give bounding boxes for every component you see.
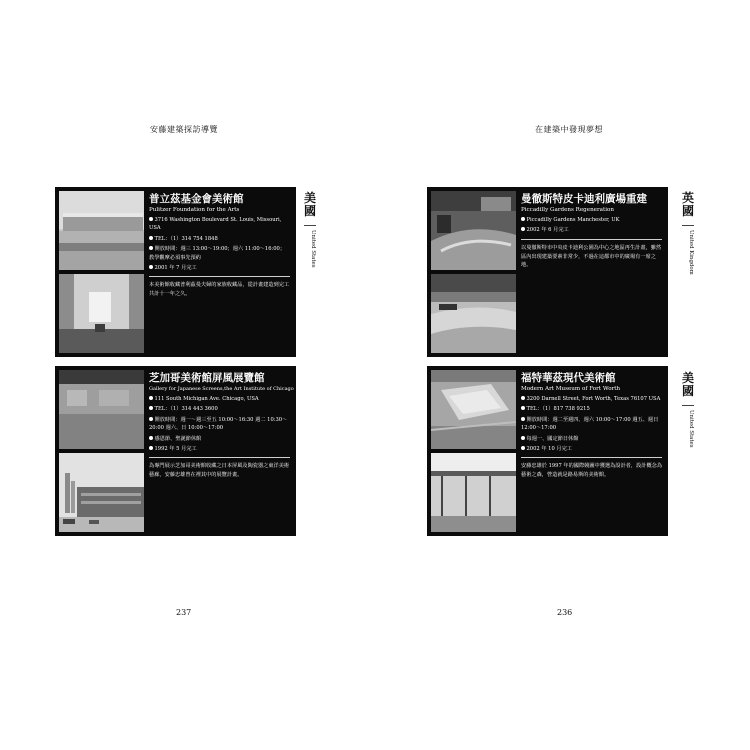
- card-title-zh: 福特華茲現代美術館: [521, 372, 616, 384]
- card-detail: TEL：（1）314 443 3600: [149, 405, 290, 413]
- country-label-en: United States: [310, 230, 316, 268]
- divider: [149, 457, 290, 458]
- card-description: 以曼徹斯特市中央皮卡迪利公園為中心之地區再生計畫，雖然區內出現建築要素非常少，不過在這都市中的廣場有一席之地。: [521, 244, 662, 269]
- card-title-zh: 曼徹斯特皮卡迪利廣場重建: [521, 193, 647, 205]
- running-head-left: 安藤建築探訪導覽: [150, 125, 218, 134]
- country-label-zh: 美 國: [303, 191, 316, 218]
- country-divider: [682, 405, 694, 406]
- card-detail: TEL：（1）817 738 9215: [521, 405, 662, 413]
- card-description: 本美術館收藏普利茲曼夫婦的家族收藏品，從計畫建造到完工共計十一年之久。: [149, 282, 290, 298]
- card-title-zh: 普立茲基金會美術館: [149, 193, 244, 205]
- bullet-icon: [149, 217, 153, 221]
- card-description: 安藤忠雄於 1997 年的國際競圖中獲選為設計者，設計概念為藝術之森，營造就是路易斯的美術館。: [521, 463, 663, 479]
- card-detail: 每週一、國定節日休館: [521, 435, 662, 443]
- card-title-zh: 芝加哥美術館屏風展覽館: [149, 372, 265, 384]
- photo-chicago-exterior: [59, 453, 144, 532]
- photo-piccadilly-plaza: [431, 274, 516, 353]
- divider: [149, 276, 290, 277]
- card-detail: 111 South Michigan Ave. Chicago, USA: [149, 395, 290, 403]
- card-fort-worth: [427, 366, 668, 536]
- bullet-icon: [521, 406, 525, 410]
- card-detail: TEL：（1）314 754 1848: [149, 235, 290, 243]
- card-pulitzer: [55, 187, 296, 357]
- bullet-icon: [521, 417, 525, 421]
- card-title-en: Piccadilly Gardens Regeneration: [521, 207, 615, 213]
- card-title-en: Modern Art Museum of Fort Worth: [521, 386, 621, 392]
- card-detail: Piccadilly Gardens Manchester, UK: [521, 216, 662, 224]
- card-piccadilly: [427, 187, 668, 357]
- bullet-icon: [149, 446, 153, 450]
- running-head-right: 在建築中發現夢想: [535, 125, 603, 134]
- card-title-en: Pulitzer Foundation for the Arts: [149, 207, 240, 213]
- card-detail: 3716 Washington Boulevard St. Louis, Missouri, USA: [149, 217, 282, 232]
- card-detail: 1992 年 5 月完工: [149, 445, 290, 453]
- bullet-icon: [521, 227, 525, 231]
- photo-chicago-gallery: [59, 370, 144, 449]
- bullet-icon: [521, 396, 525, 400]
- card-detail: 感恩節、聖誕節休館: [149, 435, 290, 443]
- card-detail: 開放時間：週一～週三至五 10:00～16:30 週二 10:30～20:00 週六、日 10:00～17:00: [149, 416, 288, 432]
- divider: [521, 239, 662, 240]
- country-label-zh: 英 國: [681, 191, 694, 218]
- bullet-icon: [149, 406, 153, 410]
- photo-fort-worth-aerial: [431, 370, 516, 449]
- country-label-en: United Kingdom: [688, 230, 694, 275]
- divider: [521, 457, 662, 458]
- page-number-left: 237: [176, 608, 192, 617]
- photo-fort-worth-facade: [431, 453, 516, 532]
- photo-pulitzer-exterior: [59, 191, 144, 270]
- page-number-right: 236: [557, 608, 573, 617]
- bullet-icon: [149, 236, 153, 240]
- card-chicago: [55, 366, 296, 536]
- country-label-en: United States: [688, 410, 694, 448]
- right-page: [375, 0, 750, 750]
- bullet-icon: [149, 265, 153, 269]
- card-detail: 2002 年 10 月完工: [521, 445, 662, 453]
- card-detail: 開放時間：週二至週四、週六 10:00～17:00 週五、週日 12:00～17:00: [521, 416, 659, 432]
- bullet-icon: [521, 446, 525, 450]
- card-piccadilly-info: [521, 193, 662, 270]
- card-detail: 3200 Darnell Street, Fort Worth, Texas 76107 USA: [521, 395, 662, 403]
- card-description: 為專門展示芝加哥美術館收藏之日本屏風及陶瓷器之東洋美術藝廊，安藤忠雄曾在裡其中的展覽計畫。: [149, 463, 290, 479]
- country-label-zh: 美 國: [681, 371, 694, 398]
- bullet-icon: [149, 396, 153, 400]
- bullet-icon: [521, 436, 525, 440]
- card-detail: 2002 年 6 月完工: [521, 226, 662, 234]
- card-fort-worth-info: [521, 372, 662, 480]
- country-divider: [304, 225, 316, 226]
- card-detail: 2001 年 7 月完工: [149, 264, 290, 272]
- photo-piccadilly-aerial: [431, 191, 516, 270]
- bullet-icon: [149, 436, 153, 440]
- card-title-en: Gallery for Japanese Screens,the Art Institute of Chicago: [149, 386, 294, 392]
- country-divider: [682, 225, 694, 226]
- card-detail: 開放時間：週三 13:00～19:00；週六 11:00～16:00；教學觀摩必須事先預約: [149, 246, 286, 261]
- card-pulitzer-info: [149, 193, 290, 299]
- bullet-icon: [521, 217, 525, 221]
- bullet-icon: [149, 246, 153, 250]
- card-chicago-info: [149, 372, 294, 480]
- photo-pulitzer-interior: [59, 274, 144, 353]
- bullet-icon: [149, 417, 153, 421]
